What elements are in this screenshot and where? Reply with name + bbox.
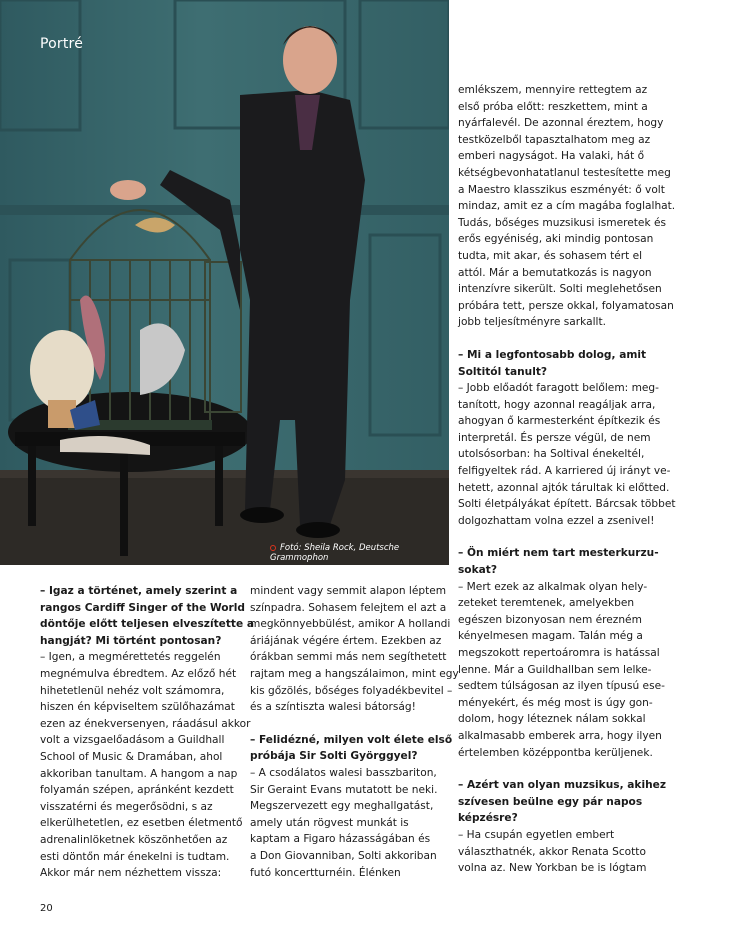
- question-line: szívesen beülne egy pár napos: [458, 795, 643, 808]
- answer-line: – Jobb előadót faragott belőlem: meg-: [458, 382, 659, 395]
- answer-line: a Don Giovanniban, Solti akkoriban: [250, 849, 437, 862]
- answer-line: kis gőzölés, bőséges folyadékbevitel –: [250, 684, 453, 697]
- question-line: – Mi a legfontosabb dolog, amit: [458, 348, 647, 361]
- section-label: Portré: [40, 36, 84, 52]
- answer-line: visszatérni és megerősödni, s az: [40, 800, 213, 813]
- answer-line: hiszen én képviseltem szülőhazámat: [40, 701, 235, 714]
- question-line: – Felidézné, milyen volt élete első: [250, 733, 453, 746]
- answer-line: mindent vagy semmit alapon léptem: [250, 585, 447, 597]
- paragraph-gap: [458, 529, 652, 545]
- answer-line: és a színtiszta walesi bátorság!: [250, 701, 416, 714]
- answer-line: erős egyéniség, aki mindig pontosan: [458, 233, 654, 246]
- answer-line: dolom, hogy léteznek nálam sokkal: [458, 713, 646, 726]
- paragraph-gap: [458, 331, 652, 347]
- article-column-3: [458, 82, 676, 877]
- answer-line: – A csodálatos walesi basszbariton,: [250, 766, 437, 779]
- answer-line: a Maestro klasszikus eszményét: ő volt: [458, 183, 665, 196]
- answer-line: színpadra. Sohasem felejtem el azt a: [250, 601, 447, 614]
- answer-line: volt a vizsgaelőadásom a Guildhall: [40, 734, 225, 747]
- answer-line: – Igen, a megmérettetés reggelén: [40, 651, 221, 664]
- photo-credit: [270, 543, 449, 563]
- article-column-1: [40, 583, 254, 882]
- answer-line: sedtem túlságosan az ilyen típusú ese-: [458, 680, 665, 693]
- answer-line: megnémulva ébredtem. Az előző hét: [40, 667, 237, 680]
- answer-line: zeteket teremtenek, amelyekben: [458, 597, 635, 610]
- question-line: – Igaz a történet, amely szerint a: [40, 585, 238, 597]
- answer-line: próbára tett, persze okkal, folyamatosan: [458, 299, 674, 312]
- photo-illustration: [0, 0, 449, 565]
- question-line: – Azért van olyan muzsikus, akihez: [458, 779, 666, 792]
- answer-line: alkalmasabb emberek arra, hogy ilyen: [458, 729, 662, 742]
- answer-line: dolgozhattam volna ezzel a zsenivel!: [458, 514, 655, 527]
- page-number: 20: [40, 903, 53, 914]
- paragraph-gap: [458, 761, 652, 777]
- answer-line: megszokott repertoáromra is hatással: [458, 647, 660, 659]
- answer-line: emberi nagyságot. Ha valaki, hát ő: [458, 150, 645, 163]
- answer-line: – Ha csupán egyetlen embert: [458, 828, 615, 841]
- answer-line: kényelmesen magam. Talán még a: [458, 630, 643, 643]
- answer-line: Megszervezett egy meghallgatást,: [250, 800, 434, 813]
- answer-line: attól. Már a bemutatkozás is nagyon: [458, 266, 652, 279]
- answer-line: lenne. Már a Guildhallban sem lelke-: [458, 663, 652, 676]
- answer-line: Solti életpályákat épített. Bárcsak többet: [458, 498, 676, 511]
- question-line: képzésre?: [458, 812, 518, 825]
- question-line: – Ön miért nem tart mesterkurzu-: [458, 547, 659, 560]
- answer-line: adrenalinlöketnek köszönhetően az: [40, 833, 228, 846]
- answer-line: esti döntőn már énekelni is tudtam.: [40, 850, 230, 863]
- answer-line: tudta, mit akar, és sohasem tért el: [458, 249, 643, 262]
- portrait-photo: [0, 0, 449, 565]
- answer-line: testközelből tapasztalhatom meg az: [458, 133, 651, 146]
- paragraph-gap: [250, 716, 446, 732]
- photo-credit-text: Fotó: Sheila Rock, Deutsche Grammophon: [270, 543, 400, 563]
- question-line: rangos Cardiff Singer of the World: [40, 601, 245, 614]
- answer-line: kétségbevonhatatlanul testesítette meg: [458, 166, 671, 179]
- answer-line: értelemben középpontba kerüljenek.: [458, 746, 653, 759]
- answer-line: felfigyeltek rád. A karriered új irányt ve-: [458, 465, 671, 478]
- answer-line: folyamán szépen, apránként kezdett: [40, 784, 234, 797]
- answer-line: futó koncertturnéin. Élénken: [250, 866, 401, 879]
- question-line: sokat?: [458, 564, 497, 577]
- article-column-2: [250, 583, 459, 881]
- answer-line: rajtam meg a hangszálaimon, mint egy: [250, 667, 459, 680]
- answer-line: ahogyan ő karmesterként építkezik és: [458, 415, 661, 428]
- answer-line: School of Music & Dramában, ahol: [40, 750, 223, 763]
- answer-line: interpretál. És persze végül, de nem: [458, 431, 651, 444]
- answer-line: megkönnyebbülést, amikor A hollandi: [250, 618, 451, 631]
- answer-line: órákban semmi más nem segíthetett: [250, 651, 447, 664]
- answer-line: ményekért, és még most is úgy gon-: [458, 696, 653, 709]
- answer-line: volna az. New Yorkban be is lógtam: [458, 862, 647, 875]
- answer-line: kaptam a Figaro házasságában és: [250, 833, 431, 846]
- answer-line: utolsósorban: ha Soltival énekeltél,: [458, 448, 645, 461]
- answer-line: hihetetlenül nehéz volt számomra,: [40, 684, 225, 697]
- answer-line: mindaz, amit ez a cím magába foglalhat.: [458, 200, 676, 213]
- answer-line: tanított, hogy azonnal reagáljak arra,: [458, 398, 656, 411]
- answer-line: Sir Geraint Evans mutatott be neki.: [250, 783, 438, 796]
- answer-line: egészen bizonyosan nem érezném: [458, 613, 642, 626]
- credit-ring-icon: [270, 545, 276, 551]
- answer-line: hetett, azonnal ajtók tárultak ki előtted.: [458, 481, 670, 494]
- question-line: döntője előtt teljesen elveszítette a: [40, 618, 254, 631]
- answer-line: amely után rögvest munkát is: [250, 816, 409, 829]
- answer-line: ezen az énekversenyen, ráadásul akkor: [40, 717, 251, 730]
- answer-line: választhatnék, akkor Renata Scotto: [458, 845, 646, 858]
- answer-line: áriájának végére értem. Ezekben az: [250, 634, 442, 647]
- question-line: próbája Sir Solti Györggyel?: [250, 750, 418, 763]
- answer-line: nyárfalevél. De azonnal éreztem, hogy: [458, 117, 664, 130]
- answer-line: emlékszem, mennyire rettegtem az: [458, 84, 648, 96]
- answer-line: első próba előtt: reszkettem, mint a: [458, 100, 648, 113]
- answer-line: – Mert ezek az alkalmak olyan hely-: [458, 580, 648, 593]
- answer-line: intenzívre sikerült. Solti meglehetősen: [458, 283, 662, 296]
- answer-line: Akkor már nem nézhettem vissza:: [40, 867, 222, 880]
- question-line: Soltitól tanult?: [458, 365, 548, 378]
- question-line: hangját? Mi történt pontosan?: [40, 634, 222, 647]
- answer-line: elkerülhetetlen, ez esetben életmentő: [40, 817, 243, 830]
- answer-line: jobb teljesítményre sarkallt.: [458, 316, 606, 329]
- answer-line: akkoriban tanultam. A hangom a nap: [40, 767, 238, 780]
- answer-line: Tudás, bőséges muzsikusi ismeretek és: [458, 216, 666, 229]
